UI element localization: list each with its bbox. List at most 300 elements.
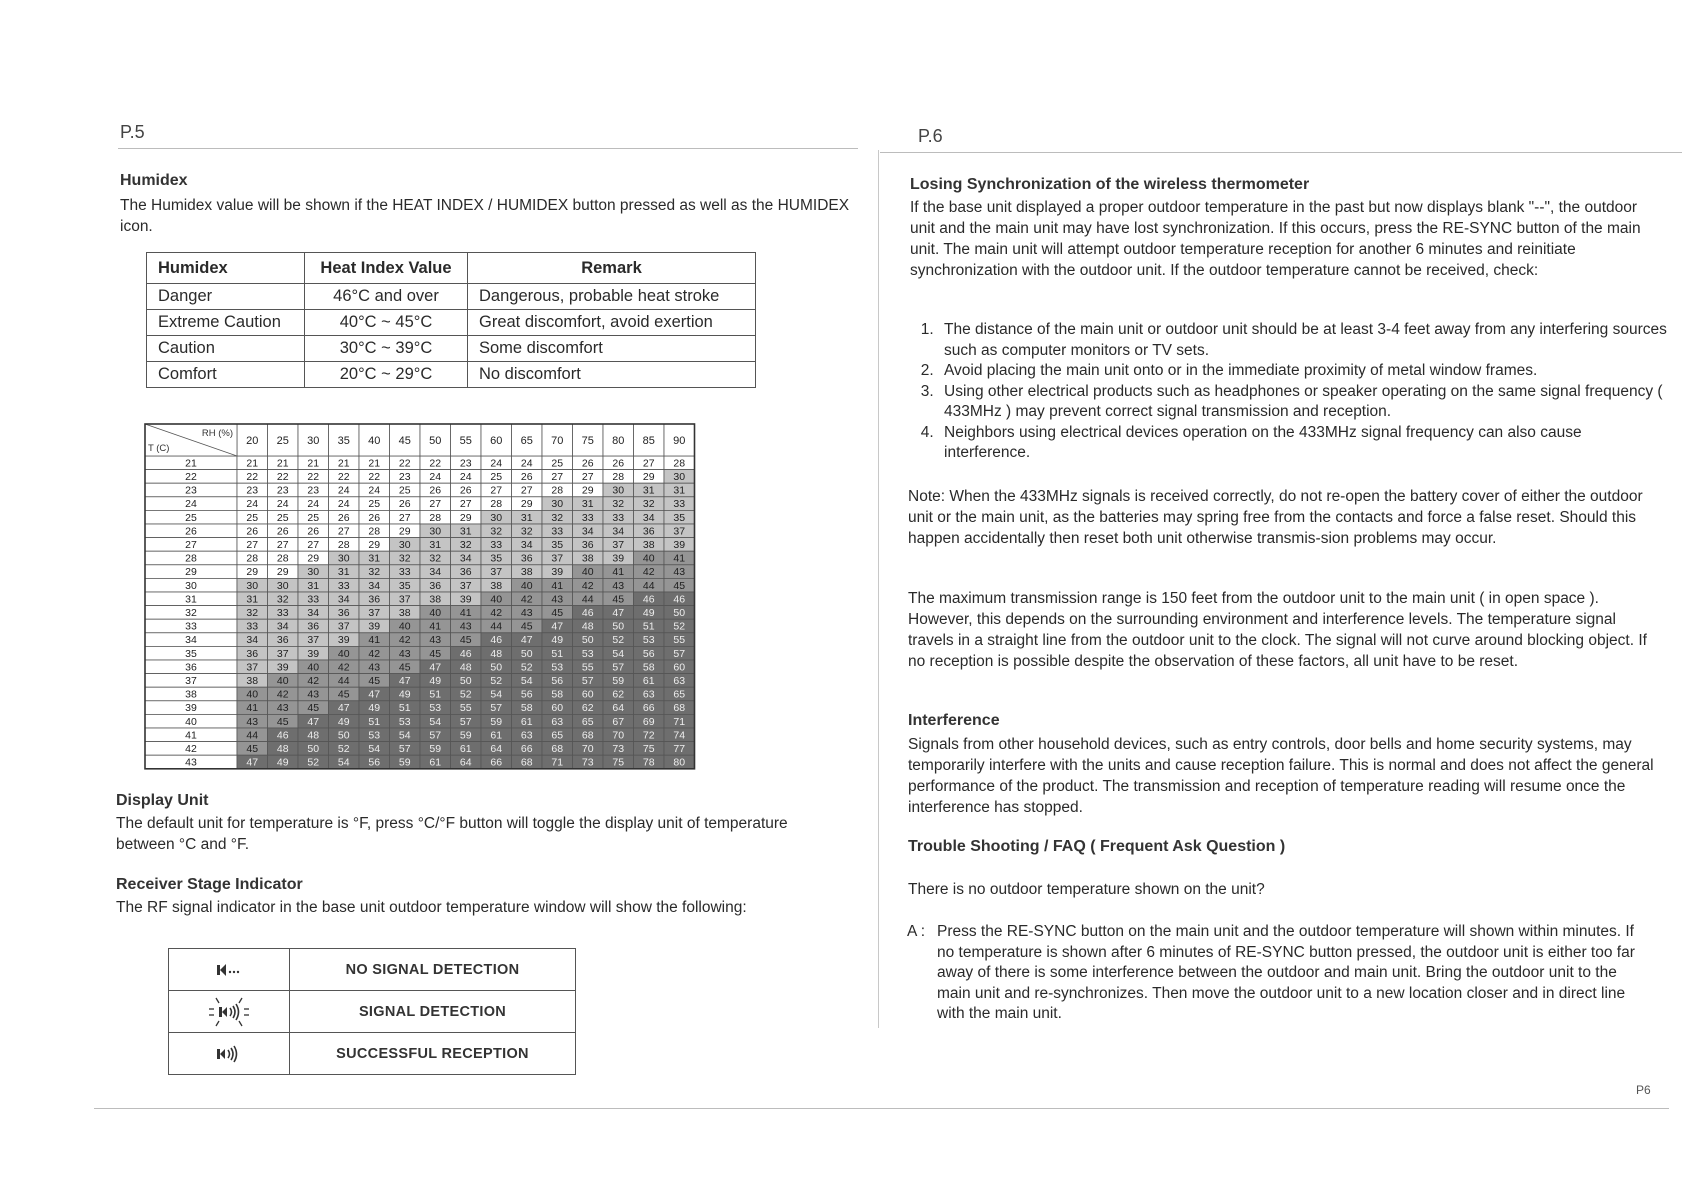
heat-index-value: 41: [673, 552, 686, 565]
heat-index-value: 67: [612, 715, 625, 728]
heat-index-value: 33: [673, 498, 686, 511]
heat-index-value: 36: [337, 607, 350, 619]
heat-index-value: 68: [551, 743, 564, 755]
temperature-label: 26: [185, 525, 197, 538]
interference-heading: Interference: [908, 712, 1000, 729]
heat-index-value: 44: [642, 579, 655, 592]
heat-index-value: 50: [581, 634, 594, 647]
signal-icon-cell: [169, 991, 290, 1033]
heat-index-value: 58: [642, 661, 655, 674]
heat-index-value: 51: [368, 715, 381, 728]
heat-index-value: 39: [673, 539, 686, 551]
heat-index-value: 40: [337, 647, 350, 660]
heat-index-value: 42: [368, 647, 381, 660]
heat-index-value: 50: [459, 675, 472, 687]
heat-index-value: 42: [581, 579, 594, 592]
heat-index-value: 43: [429, 634, 442, 647]
table-row: [147, 336, 756, 362]
heat-index-value: 32: [429, 552, 442, 565]
heat-index-value: 24: [368, 484, 381, 497]
heat-index-value: 68: [581, 729, 594, 742]
heat-index-value: 22: [337, 471, 350, 483]
heat-index-value: 52: [307, 756, 320, 769]
heat-index-value: 50: [490, 661, 503, 674]
heat-index-value: 41: [246, 702, 259, 715]
heat-index-value: 33: [276, 607, 289, 619]
heat-index-value: 60: [581, 688, 594, 701]
heat-index-value: 25: [398, 484, 411, 497]
heat-index-value: 27: [276, 539, 289, 551]
humidex-heading: Humidex: [120, 172, 188, 189]
heat-index-value: 40: [307, 661, 320, 674]
heat-index-value: 57: [581, 675, 594, 687]
humidity-label: 90: [673, 435, 686, 447]
heat-index-value: 25: [368, 498, 381, 511]
heat-index-value: 57: [673, 647, 686, 660]
heat-index-value: 36: [520, 552, 533, 565]
heat-index-value: 36: [642, 525, 655, 538]
heat-index-value: 54: [398, 729, 411, 742]
temperature-label: 38: [185, 688, 197, 701]
heat-index-value: 61: [459, 743, 472, 755]
page-spine: [878, 150, 879, 1028]
faq-heading: Trouble Shooting / FAQ ( Frequent Ask Question ): [908, 838, 1286, 855]
heat-index-value: 70: [581, 743, 594, 755]
heat-index-col-header: Heat Index Value: [305, 253, 468, 284]
heat-index-value: 54: [337, 756, 350, 769]
heat-index-value: 53: [581, 647, 594, 660]
heat-index-value: 75: [612, 756, 625, 769]
page-header-divider: [880, 152, 1682, 153]
temperature-label: 30: [185, 579, 197, 592]
remark-cell: Great discomfort, avoid exertion: [468, 310, 756, 336]
heat-index-value: 43: [368, 661, 381, 674]
remark-cell: Dangerous, probable heat stroke: [468, 284, 756, 310]
heat-index-value: 44: [490, 620, 503, 633]
humidex-level-cell: Caution: [147, 336, 305, 362]
temperature-label: 35: [185, 647, 197, 660]
display-unit-heading: Display Unit: [116, 792, 209, 809]
heat-index-value: 51: [398, 702, 411, 715]
temperature-label: 25: [185, 511, 197, 524]
heat-index-value: 66: [642, 702, 655, 715]
heat-index-value: 31: [368, 552, 381, 565]
heat-index-value: 60: [551, 702, 564, 715]
humidity-label: 30: [307, 435, 320, 447]
heat-index-value: 31: [337, 566, 350, 579]
heat-index-value: 42: [337, 661, 350, 674]
heat-index-value: 24: [307, 498, 320, 511]
heat-index-value: 37: [612, 539, 625, 551]
table-row: [169, 991, 576, 1033]
heat-index-cell: 30°C ~ 39°C: [305, 336, 468, 362]
heat-index-value: 28: [337, 539, 350, 551]
heat-index-value: 25: [307, 511, 320, 524]
heat-index-value: 21: [307, 457, 320, 470]
heat-index-value: 45: [337, 688, 350, 701]
heat-index-value: 45: [398, 661, 411, 674]
transmission-range-text: The maximum transmission range is 150 feet from the outdoor unit to the main unit ( in open space ). However, this depends on the surrounding environment and interference levels. The temperature signal travels in a straight line from the outdoor unit to the clock. The signal will not curve around blocking object. If no reception is possible despite the observation of these factors, all unit have to be reset.: [908, 590, 1647, 670]
humidity-label: 35: [337, 435, 350, 447]
heat-index-value: 38: [398, 607, 411, 619]
heat-index-value: 27: [551, 471, 564, 483]
heat-index-value: 29: [398, 525, 411, 538]
heat-index-value: 30: [246, 579, 259, 592]
heat-index-value: 27: [337, 525, 350, 538]
heat-index-value: 37: [368, 607, 381, 619]
heat-index-value: 33: [398, 566, 411, 579]
heat-index-value: 37: [337, 620, 350, 633]
heat-index-value: 32: [398, 552, 411, 565]
heat-index-value: 23: [246, 484, 259, 497]
heat-index-value: 71: [673, 715, 686, 728]
heat-index-value: 72: [642, 729, 655, 742]
heat-index-value: 53: [429, 702, 442, 715]
heat-index-value: 21: [337, 457, 350, 470]
heat-index-value: 43: [551, 593, 564, 606]
heat-index-value: 78: [642, 756, 655, 769]
heat-index-value: 24: [246, 498, 259, 511]
heat-index-value: 52: [612, 634, 625, 647]
heat-index-value: 35: [398, 579, 411, 592]
signal-icon-cell: [169, 949, 290, 991]
heat-index-value: 59: [459, 729, 472, 742]
faq-question: There is no outdoor temperature shown on the unit?: [908, 881, 1265, 898]
heat-index-value: 40: [520, 579, 533, 592]
heat-index-value: 26: [246, 525, 259, 538]
heat-index-value: 48: [307, 729, 320, 742]
heat-index-value: 30: [673, 471, 686, 483]
heat-index-value: 36: [368, 593, 381, 606]
heat-index-value: 39: [612, 552, 625, 565]
humidity-label: 65: [520, 435, 533, 447]
heat-index-value: 25: [551, 457, 564, 470]
heat-index-value: 31: [459, 525, 472, 538]
heat-index-value: 49: [642, 607, 655, 619]
heat-index-value: 23: [459, 457, 472, 470]
heat-index-value: 71: [551, 756, 564, 769]
heat-index-value: 32: [276, 593, 289, 606]
heat-index-value: 38: [520, 566, 533, 579]
humidity-label: 55: [459, 435, 472, 447]
signal-status-label: SIGNAL DETECTION: [290, 991, 576, 1033]
heat-index-value: 30: [429, 525, 442, 538]
page-label-left: P.5: [120, 122, 145, 142]
heat-index-value: 49: [276, 756, 289, 769]
heat-index-value: 29: [520, 498, 533, 511]
heat-index-value: 56: [368, 756, 381, 769]
heat-index-value: 31: [581, 498, 594, 511]
heat-index-value: 34: [246, 634, 259, 647]
heat-index-value: 52: [337, 743, 350, 755]
temperature-label: 39: [185, 702, 197, 715]
heat-index-value: 36: [307, 620, 320, 633]
heat-index-value: 43: [398, 647, 411, 660]
heat-index-value: 57: [429, 729, 442, 742]
temperature-label: 34: [185, 634, 197, 647]
heat-index-value: 34: [429, 566, 442, 579]
heat-index-cell: 40°C ~ 45°C: [305, 310, 468, 336]
heat-index-value: 74: [673, 729, 686, 742]
heat-index-value: 32: [368, 566, 381, 579]
heat-index-value: 39: [368, 620, 381, 633]
temperature-label: 32: [185, 607, 197, 619]
heat-index-value: 37: [459, 579, 472, 592]
heat-index-value: 26: [368, 511, 381, 524]
humidex-col-header: Humidex: [147, 253, 305, 284]
heat-index-value: 54: [368, 743, 381, 755]
heat-index-value: 47: [246, 756, 259, 769]
heat-index-value: 80: [673, 756, 686, 769]
heat-index-value: 34: [581, 525, 594, 538]
heat-index-value: 38: [490, 579, 503, 592]
heat-index-value: 53: [368, 729, 381, 742]
page-label-right: P.6: [918, 126, 943, 146]
heat-index-value: 40: [246, 688, 259, 701]
heat-index-value: 23: [276, 484, 289, 497]
heat-index-value: 58: [551, 688, 564, 701]
table-row: [169, 949, 576, 991]
heat-index-value: 45: [551, 607, 564, 619]
heat-index-value: 24: [276, 498, 289, 511]
heat-index-value: 30: [398, 539, 411, 551]
heat-index-value: 57: [612, 661, 625, 674]
heat-index-value: 34: [459, 552, 472, 565]
heat-index-value: 59: [398, 756, 411, 769]
heat-index-value: 26: [276, 525, 289, 538]
heat-index-value: 34: [642, 511, 655, 524]
humidity-label: 25: [276, 435, 289, 447]
heat-index-value: 55: [459, 702, 472, 715]
heat-index-value: 39: [337, 634, 350, 647]
heat-index-value: 46: [490, 634, 503, 647]
heat-index-value: 37: [307, 634, 320, 647]
heat-index-value: 49: [551, 634, 564, 647]
heat-index-value: 26: [429, 484, 442, 497]
temperature-label: 29: [185, 566, 197, 579]
heat-index-value: 60: [673, 661, 686, 674]
heat-index-value: 40: [398, 620, 411, 633]
heat-index-value: 22: [307, 471, 320, 483]
heat-index-value: 22: [276, 471, 289, 483]
heat-index-value: 31: [246, 593, 259, 606]
table-row: [147, 310, 756, 336]
heat-index-value: 47: [307, 715, 320, 728]
heat-index-value: 59: [429, 743, 442, 755]
heat-index-value: 61: [429, 756, 442, 769]
temperature-label: 41: [185, 729, 197, 742]
heat-index-value: 28: [673, 457, 686, 470]
heat-index-value: 47: [429, 661, 442, 674]
heat-index-value: 40: [642, 552, 655, 565]
heat-index-value: 33: [490, 539, 503, 551]
humidex-level-cell: Extreme Caution: [147, 310, 305, 336]
heat-index-value: 42: [490, 607, 503, 619]
heat-index-value: 48: [459, 661, 472, 674]
heat-index-value: 69: [642, 715, 655, 728]
receiver-stage-heading: Receiver Stage Indicator: [116, 876, 303, 893]
heat-index-value: 43: [520, 607, 533, 619]
heat-index-value: 27: [398, 511, 411, 524]
heat-index-value: 34: [276, 620, 289, 633]
heat-index-value: 34: [520, 539, 533, 551]
interference-description: Signals from other household devices, such as entry controls, door bells and home security systems, may temporarily interfere with the units and cause reception failure. This is normal and does not affect the general performance of the product. The transmission and reception of temperature reading will resume once the interference has stopped.: [908, 736, 1654, 816]
heat-index-value: 49: [368, 702, 381, 715]
heat-index-value: 39: [551, 566, 564, 579]
heat-index-value: 50: [337, 729, 350, 742]
heat-index-value: 46: [459, 647, 472, 660]
heat-index-value: 37: [673, 525, 686, 538]
heat-index-value: 41: [612, 566, 625, 579]
heat-index-value: 31: [520, 511, 533, 524]
heat-index-value: 52: [459, 688, 472, 701]
heat-index-value: 25: [246, 511, 259, 524]
heat-index-value: 68: [673, 702, 686, 715]
heat-index-value: 45: [459, 634, 472, 647]
humidity-label: 80: [612, 435, 625, 447]
remark-cell: Some discomfort: [468, 336, 756, 362]
signal-status-label: SUCCESSFUL RECEPTION: [290, 1033, 576, 1075]
heat-index-value: 35: [490, 552, 503, 565]
heat-index-value: 33: [551, 525, 564, 538]
heat-index-value: 38: [642, 539, 655, 551]
heat-index-value: 27: [520, 484, 533, 497]
heat-index-value: 47: [551, 620, 564, 633]
signal-icon-cell: [169, 1033, 290, 1075]
heat-index-value: 63: [520, 729, 533, 742]
heat-index-value: 73: [581, 756, 594, 769]
humidity-label: 50: [429, 435, 442, 447]
heat-index-value: 50: [520, 647, 533, 660]
humidity-label: 85: [642, 435, 655, 447]
heat-index-value: 31: [307, 579, 320, 592]
heat-index-value: 42: [398, 634, 411, 647]
heat-index-value: 63: [551, 715, 564, 728]
heat-index-value: 27: [490, 484, 503, 497]
heat-index-value: 34: [337, 593, 350, 606]
heat-index-value: 47: [368, 688, 381, 701]
remark-cell: No discomfort: [468, 362, 756, 388]
temperature-label: 42: [185, 743, 197, 755]
heat-index-value: 26: [307, 525, 320, 538]
heat-index-value: 64: [612, 702, 625, 715]
heat-index-value: 43: [459, 620, 472, 633]
heat-index-value: 22: [398, 457, 411, 470]
heat-index-value: 46: [276, 729, 289, 742]
heat-index-value: 32: [246, 607, 259, 619]
heat-index-value: 57: [459, 715, 472, 728]
heat-index-value: 45: [307, 702, 320, 715]
heat-index-value: 25: [490, 471, 503, 483]
heat-index-value: 41: [459, 607, 472, 619]
heat-index-value: 38: [429, 593, 442, 606]
heat-index-value: 27: [246, 539, 259, 551]
heat-index-value: 36: [246, 647, 259, 660]
humidex-description: The Humidex value will be shown if the HEAT INDEX / HUMIDEX button pressed as well as the HUMIDEX icon.: [120, 197, 850, 235]
heat-index-value: 32: [490, 525, 503, 538]
heat-index-value: 26: [581, 457, 594, 470]
heat-index-value: 27: [642, 457, 655, 470]
heat-index-value: 33: [612, 511, 625, 524]
heat-index-value: 22: [246, 471, 259, 483]
humidex-table: [146, 252, 756, 388]
heat-index-value: 52: [520, 661, 533, 674]
signal-indicator-table: [168, 948, 576, 1075]
heat-index-value: 24: [459, 471, 472, 483]
heat-index-value: 53: [551, 661, 564, 674]
heat-index-value: 43: [246, 715, 259, 728]
heat-index-value: 49: [429, 675, 442, 687]
heat-index-value: 27: [307, 539, 320, 551]
heat-index-value: 47: [612, 607, 625, 619]
heat-index-value: 29: [307, 552, 320, 565]
heat-index-value: 48: [490, 647, 503, 660]
heat-index-value: 65: [581, 715, 594, 728]
heat-index-value: 39: [276, 661, 289, 674]
heat-index-value: 59: [612, 675, 625, 687]
heat-index-value: 57: [398, 743, 411, 755]
heat-index-value: 63: [673, 675, 686, 687]
heat-index-value: 32: [551, 511, 564, 524]
heat-index-value: 38: [246, 675, 259, 687]
heat-index-value: 43: [673, 566, 686, 579]
signal-status-label: NO SIGNAL DETECTION: [290, 949, 576, 991]
heat-index-value: 27: [581, 471, 594, 483]
signal-received-icon: [214, 1043, 244, 1065]
heat-index-value: 45: [612, 593, 625, 606]
heat-index-value: 35: [551, 539, 564, 551]
heat-index-value: 24: [337, 484, 350, 497]
heat-index-value: 33: [307, 593, 320, 606]
sync-description: If the base unit displayed a proper outdoor temperature in the past but now displays blank "--", the outdoor unit and the main unit may have lost synchronization. If this occurs, press the RE-SYNC button of the main unit. The main unit will attempt outdoor temperature reception for another 6 minutes and reinitiate synchronization with the outdoor unit. If the outdoor temperature cannot be received, check:: [910, 199, 1641, 279]
heat-index-value: 70: [612, 729, 625, 742]
heat-index-value: 46: [642, 593, 655, 606]
heat-index-value: 44: [246, 729, 259, 742]
heat-index-value: 39: [307, 647, 320, 660]
humidity-label: 60: [490, 435, 503, 447]
temperature-label: 37: [185, 675, 197, 687]
footer-page-label: P6: [1636, 1083, 1651, 1097]
humidity-label: 75: [581, 435, 594, 447]
heat-index-value: 23: [307, 484, 320, 497]
heat-index-value: 54: [429, 715, 442, 728]
heat-index-value: 75: [642, 743, 655, 755]
rh-axis-label: RH (%): [201, 428, 233, 439]
heat-index-value: 45: [429, 647, 442, 660]
heat-index-value: 61: [520, 715, 533, 728]
heat-index-value: 37: [490, 566, 503, 579]
humidex-level-cell: Comfort: [147, 362, 305, 388]
heat-index-value: 77: [673, 743, 686, 755]
humidity-label: 45: [398, 435, 411, 447]
heat-index-value: 43: [307, 688, 320, 701]
heat-index-value: 54: [520, 675, 533, 687]
heat-index-value: 27: [459, 498, 472, 511]
heat-index-value: 28: [612, 471, 625, 483]
heat-index-value: 43: [612, 579, 625, 592]
heat-index-value: 50: [307, 743, 320, 755]
heat-index-value: 21: [246, 457, 259, 470]
heat-index-value: 36: [459, 566, 472, 579]
heat-index-value: 54: [612, 647, 625, 660]
heat-index-value: 44: [581, 593, 594, 606]
heat-index-value: 55: [581, 661, 594, 674]
faq-answer: [907, 922, 1647, 1025]
heat-index-value: 59: [490, 715, 503, 728]
humidex-level-cell: Danger: [147, 284, 305, 310]
heat-index-value: 51: [551, 647, 564, 660]
temperature-label: 23: [185, 484, 197, 497]
